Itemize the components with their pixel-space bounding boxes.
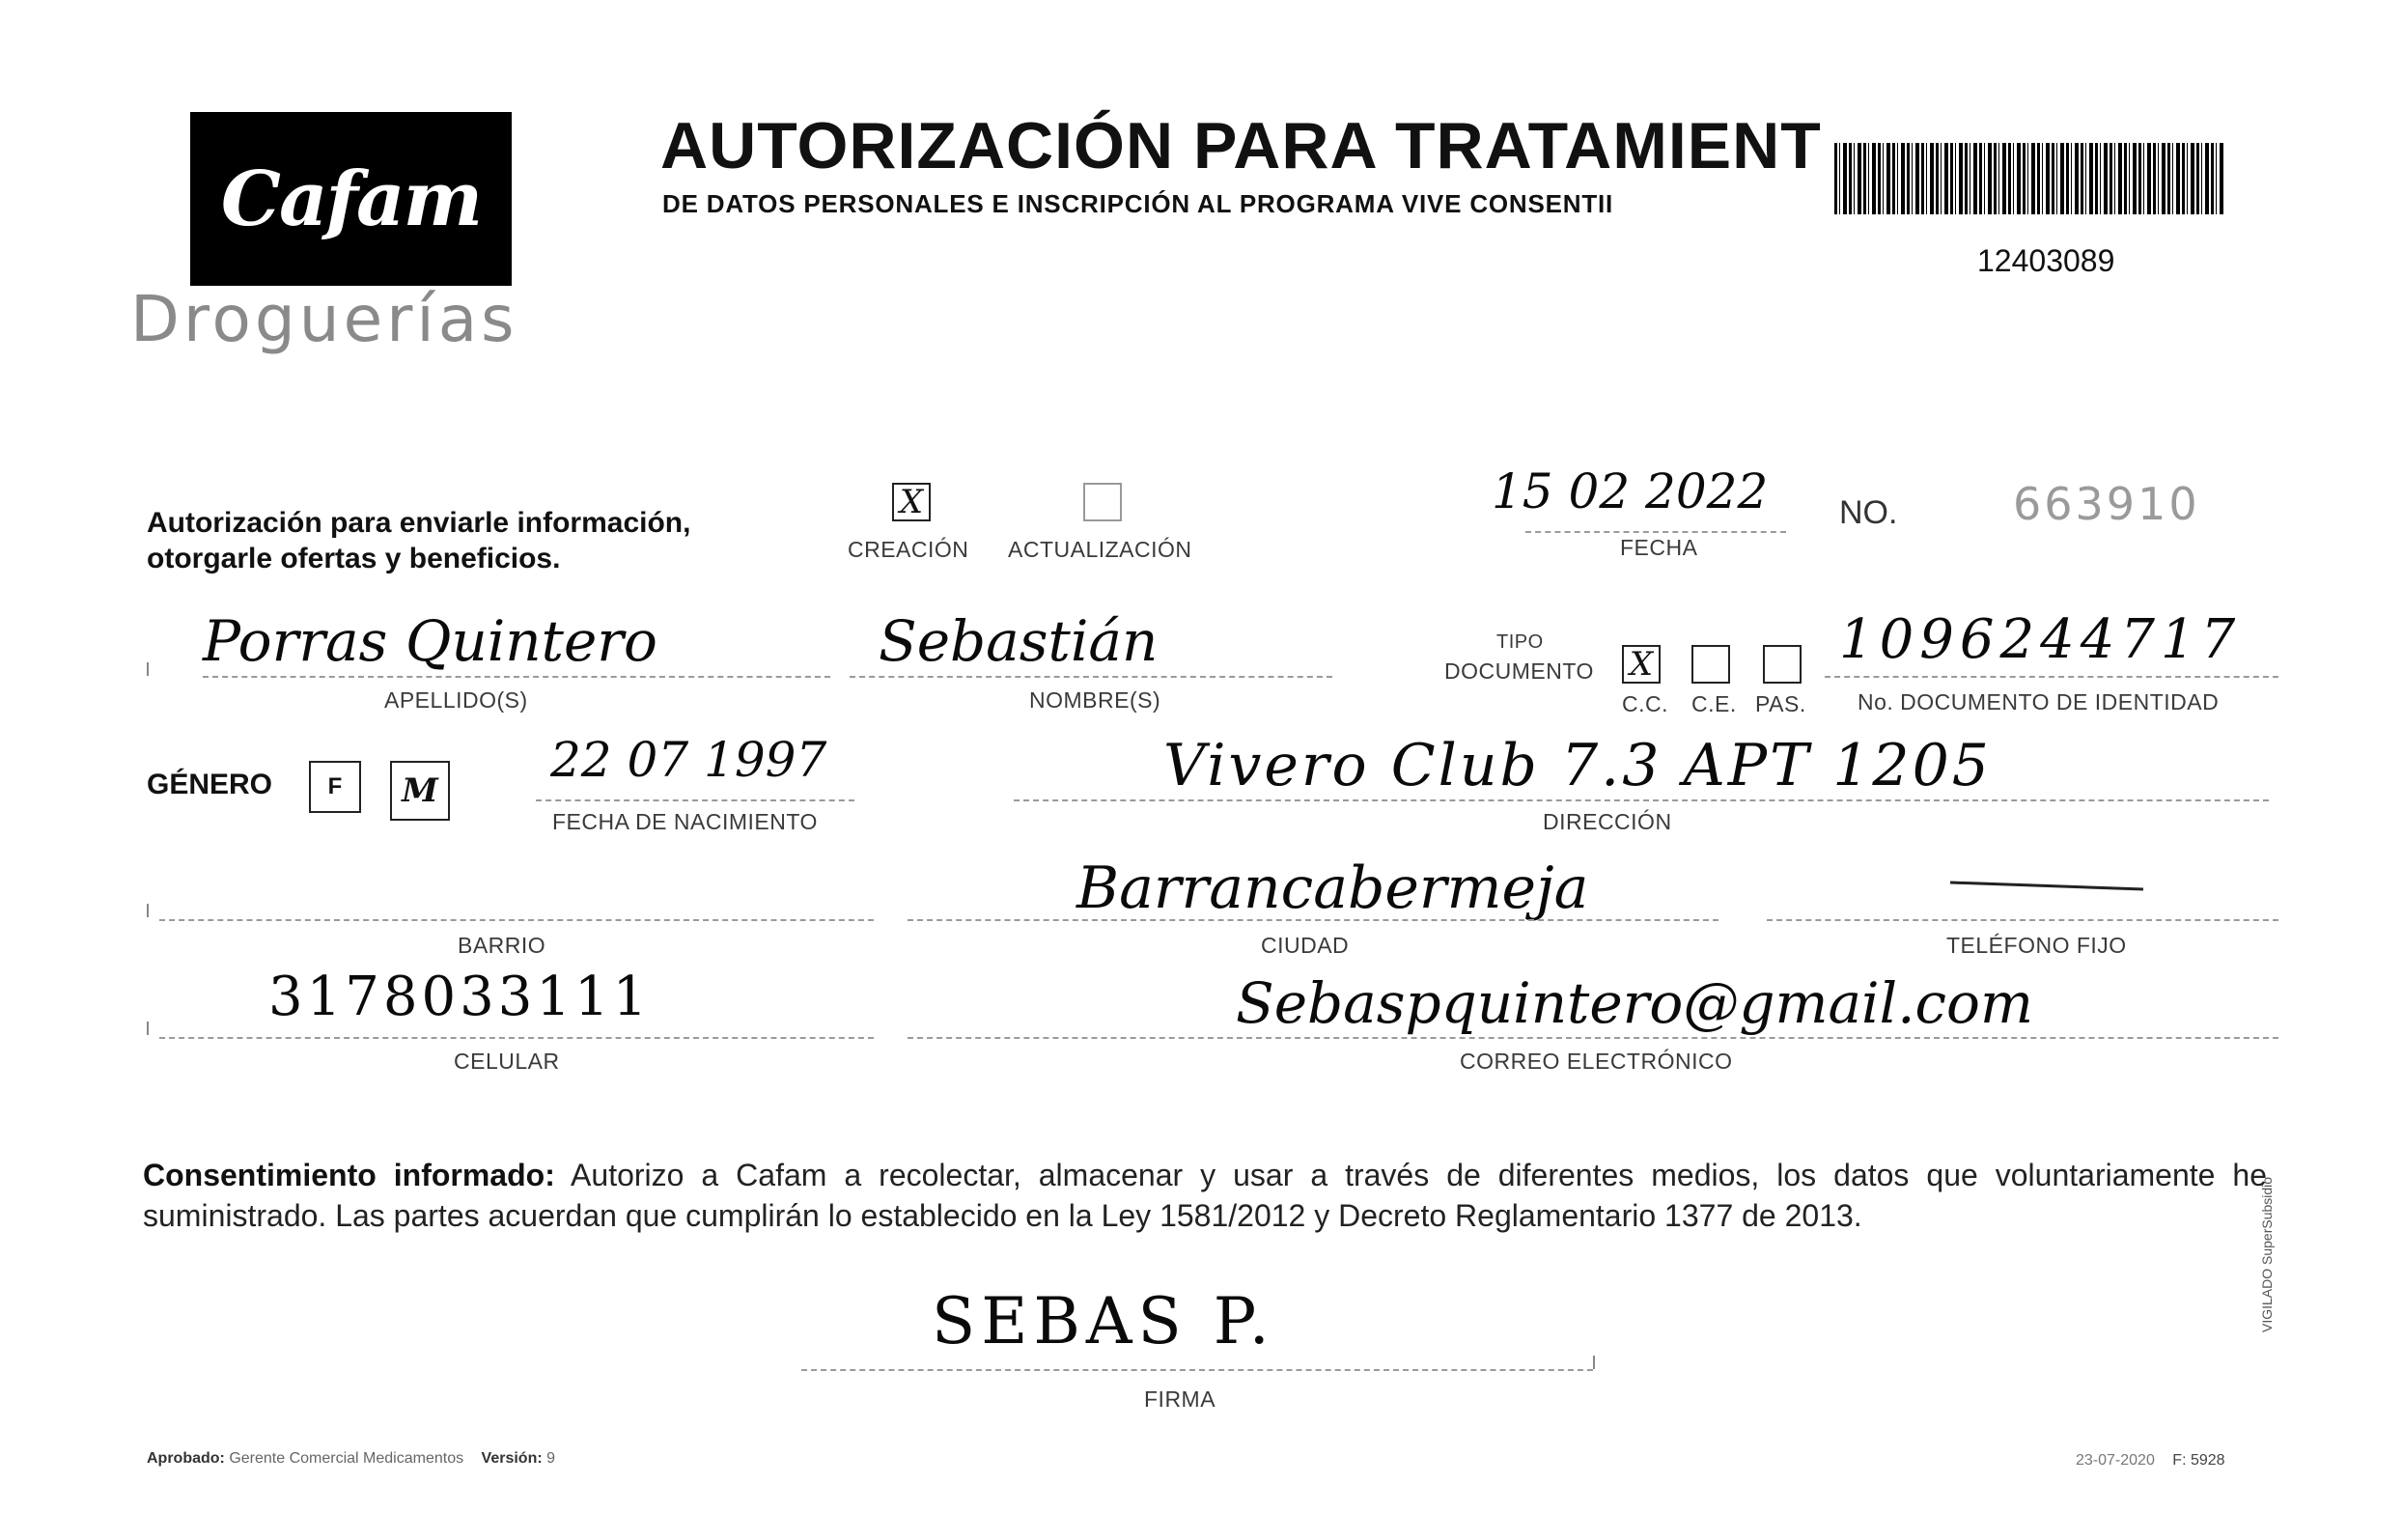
- signature-label: FIRMA: [1144, 1386, 1216, 1412]
- pas-checkbox[interactable]: [1763, 645, 1802, 684]
- consent-text: Autorizo a Cafam a recolectar, almacenar y usar a través de diferentes medios, los datos que voluntariamente he suministrado. Las partes acuerdan que cumplirán lo establecido en la Ley 1581/2012 y Decreto Reglamentario 1377 de 2013.: [143, 1158, 2267, 1233]
- ciudad-label: CIUDAD: [1261, 933, 1350, 958]
- nacimiento-label: FECHA DE NACIMIENTO: [552, 809, 818, 834]
- creacion-mark: X: [899, 483, 924, 521]
- actualizacion-label: ACTUALIZACIÓN: [1008, 537, 1192, 562]
- ciudad-value: Barrancabermeja: [1076, 854, 1589, 922]
- aprobado-label: Aprobado:: [147, 1450, 225, 1467]
- creacion-label: CREACIÓN: [848, 537, 969, 562]
- date-code: 23-07-2020: [2076, 1452, 2155, 1469]
- signature-value: SEBAS P.: [932, 1284, 1275, 1358]
- consent-paragraph: [143, 1155, 2267, 1236]
- logo-text: Cafam: [220, 154, 482, 243]
- version-value: 9: [546, 1450, 556, 1467]
- genero-m-checkbox[interactable]: [390, 761, 450, 821]
- barcode: [1834, 143, 2225, 214]
- actualizacion-checkbox[interactable]: [1083, 483, 1122, 521]
- intro-line-2: otorgarle ofertas y beneficios.: [147, 543, 561, 574]
- fecha-value: 15 02 2022: [1492, 463, 1769, 519]
- footer-approval: [147, 1450, 555, 1468]
- cafam-logo: [190, 112, 512, 286]
- barrio-label: BARRIO: [458, 933, 546, 958]
- documento-value: 1096244717: [1839, 608, 2242, 671]
- version-label: Versión:: [481, 1450, 543, 1467]
- genero-f-label: F: [327, 773, 343, 799]
- tipo-label-2: DOCUMENTO: [1444, 658, 1594, 684]
- nacimiento-value: 22 07 1997: [550, 732, 827, 788]
- cc-mark: X: [1629, 645, 1654, 684]
- celular-value: 3178033111: [268, 966, 652, 1028]
- genero-m-mark: M: [402, 771, 438, 810]
- pas-label: PAS.: [1755, 691, 1806, 716]
- logo-subtitle: Droguerías: [130, 282, 518, 356]
- barcode-number: 12403089: [1977, 243, 2115, 278]
- direccion-label: DIRECCIÓN: [1543, 809, 1672, 834]
- tipo-label-1: TIPO: [1496, 631, 1544, 653]
- fecha-label: FECHA: [1620, 535, 1698, 560]
- celular-label: CELULAR: [454, 1049, 560, 1074]
- correo-label: CORREO ELECTRÓNICO: [1460, 1049, 1733, 1074]
- genero-label: GÉNERO: [147, 769, 273, 800]
- telefono-label: TELÉFONO FIJO: [1946, 933, 2127, 958]
- consent-title: Consentimiento informado:: [143, 1158, 555, 1192]
- aprobado-value: Gerente Comercial Medicamentos: [229, 1450, 464, 1467]
- form-code: F: 5928: [2172, 1452, 2225, 1469]
- ce-checkbox[interactable]: [1691, 645, 1730, 684]
- creacion-checkbox[interactable]: [892, 483, 931, 521]
- consecutive-number: 663910: [2013, 478, 2200, 530]
- intro-line-1: Autorización para enviarle información,: [147, 507, 691, 539]
- nombres-label: NOMBRE(S): [1029, 687, 1161, 713]
- apellidos-label: APELLIDO(S): [384, 687, 528, 713]
- telefono-stroke: [1950, 882, 2143, 891]
- document-title: AUTORIZACIÓN PARA TRATAMIENT: [660, 109, 1822, 182]
- documento-label: No. DOCUMENTO DE IDENTIDAD: [1858, 689, 2220, 714]
- nombres-value: Sebastián: [879, 608, 1159, 674]
- cc-label: C.C.: [1622, 691, 1668, 716]
- ce-label: C.E.: [1691, 691, 1737, 716]
- cc-checkbox[interactable]: [1622, 645, 1661, 684]
- document-subtitle: DE DATOS PERSONALES E INSCRIPCIÓN AL PROGRAMA VIVE CONSENTII: [662, 189, 1614, 218]
- genero-f-checkbox[interactable]: [309, 761, 361, 813]
- apellidos-value: Porras Quintero: [203, 608, 657, 674]
- direccion-value: Vivero Club 7.3 APT 1205: [1163, 732, 1992, 799]
- footer-codes: [2076, 1452, 2225, 1470]
- no-label: NO.: [1839, 494, 1898, 531]
- correo-value: Sebaspquintero@gmail.com: [1236, 970, 2033, 1036]
